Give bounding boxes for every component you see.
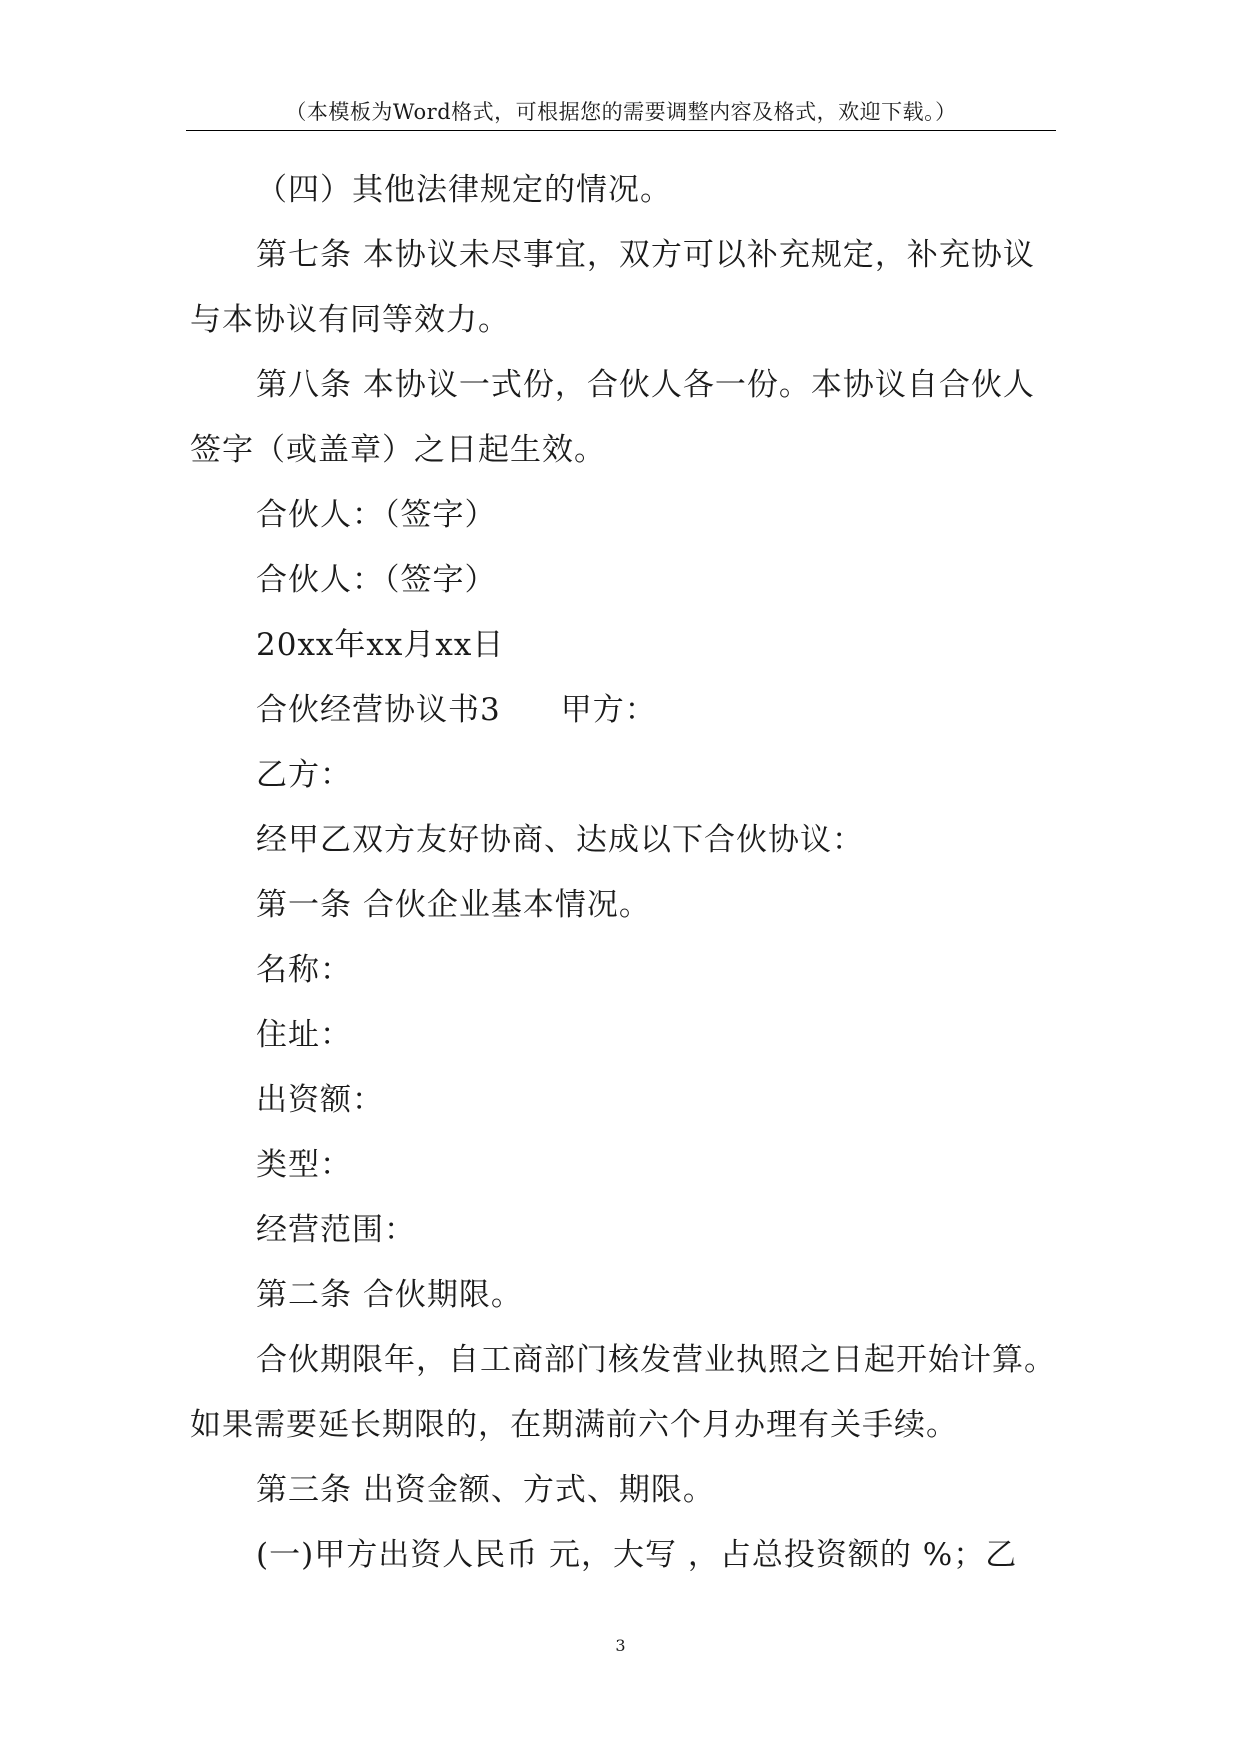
paragraph-line: 第七条 本协议未尽事宜，双方可以补充规定，补充协议 (256, 237, 1035, 273)
paragraph: 住址： (256, 1017, 352, 1053)
paragraph: 第三条 出资金额、方式、期限。 (256, 1472, 715, 1508)
paragraph: 第二条 合伙期限。 (256, 1277, 523, 1313)
header-divider (186, 130, 1056, 131)
paragraph-line: 合伙期限年，自工商部门核发营业执照之日起开始计算。 (256, 1342, 1056, 1378)
paragraph-line: 签字（或盖章）之日起生效。 (190, 432, 606, 468)
paragraph: (一)甲方出资人民币 元，大写 ，占总投资额的 %；乙 (256, 1537, 1018, 1573)
paragraph: 合伙人：（签字） (256, 497, 497, 533)
document-body (190, 158, 1060, 1588)
paragraph: （四）其他法律规定的情况。 (256, 172, 672, 208)
paragraph-line: 如果需要延长期限的，在期满前六个月办理有关手续。 (190, 1407, 958, 1443)
header-note: （本模板为Word格式，可根据您的需要调整内容及格式，欢迎下载。） (285, 100, 957, 124)
page-number: 3 (615, 1636, 626, 1655)
paragraph (190, 678, 1060, 743)
paragraph: 名称： (256, 952, 352, 988)
paragraph: 出资额： (256, 1082, 384, 1118)
section-title: 合伙经营协议书3 (256, 692, 501, 728)
paragraph: 第一条 合伙企业基本情况。 (256, 887, 651, 923)
paragraph: 类型： (256, 1147, 352, 1183)
paragraph: 经营范围： (256, 1212, 416, 1248)
paragraph: 20xx年xx月xx日 (256, 627, 505, 663)
paragraph: 合伙人：（签字） (256, 562, 497, 598)
paragraph-line: 与本协议有同等效力。 (190, 302, 510, 338)
party-a-label: 甲方： (560, 692, 657, 728)
paragraph: 经甲乙双方友好协商、达成以下合伙协议： (256, 822, 864, 858)
paragraph: 乙方： (256, 757, 352, 793)
paragraph-line: 第八条 本协议一式份，合伙人各一份。本协议自合伙人 (256, 367, 1035, 403)
